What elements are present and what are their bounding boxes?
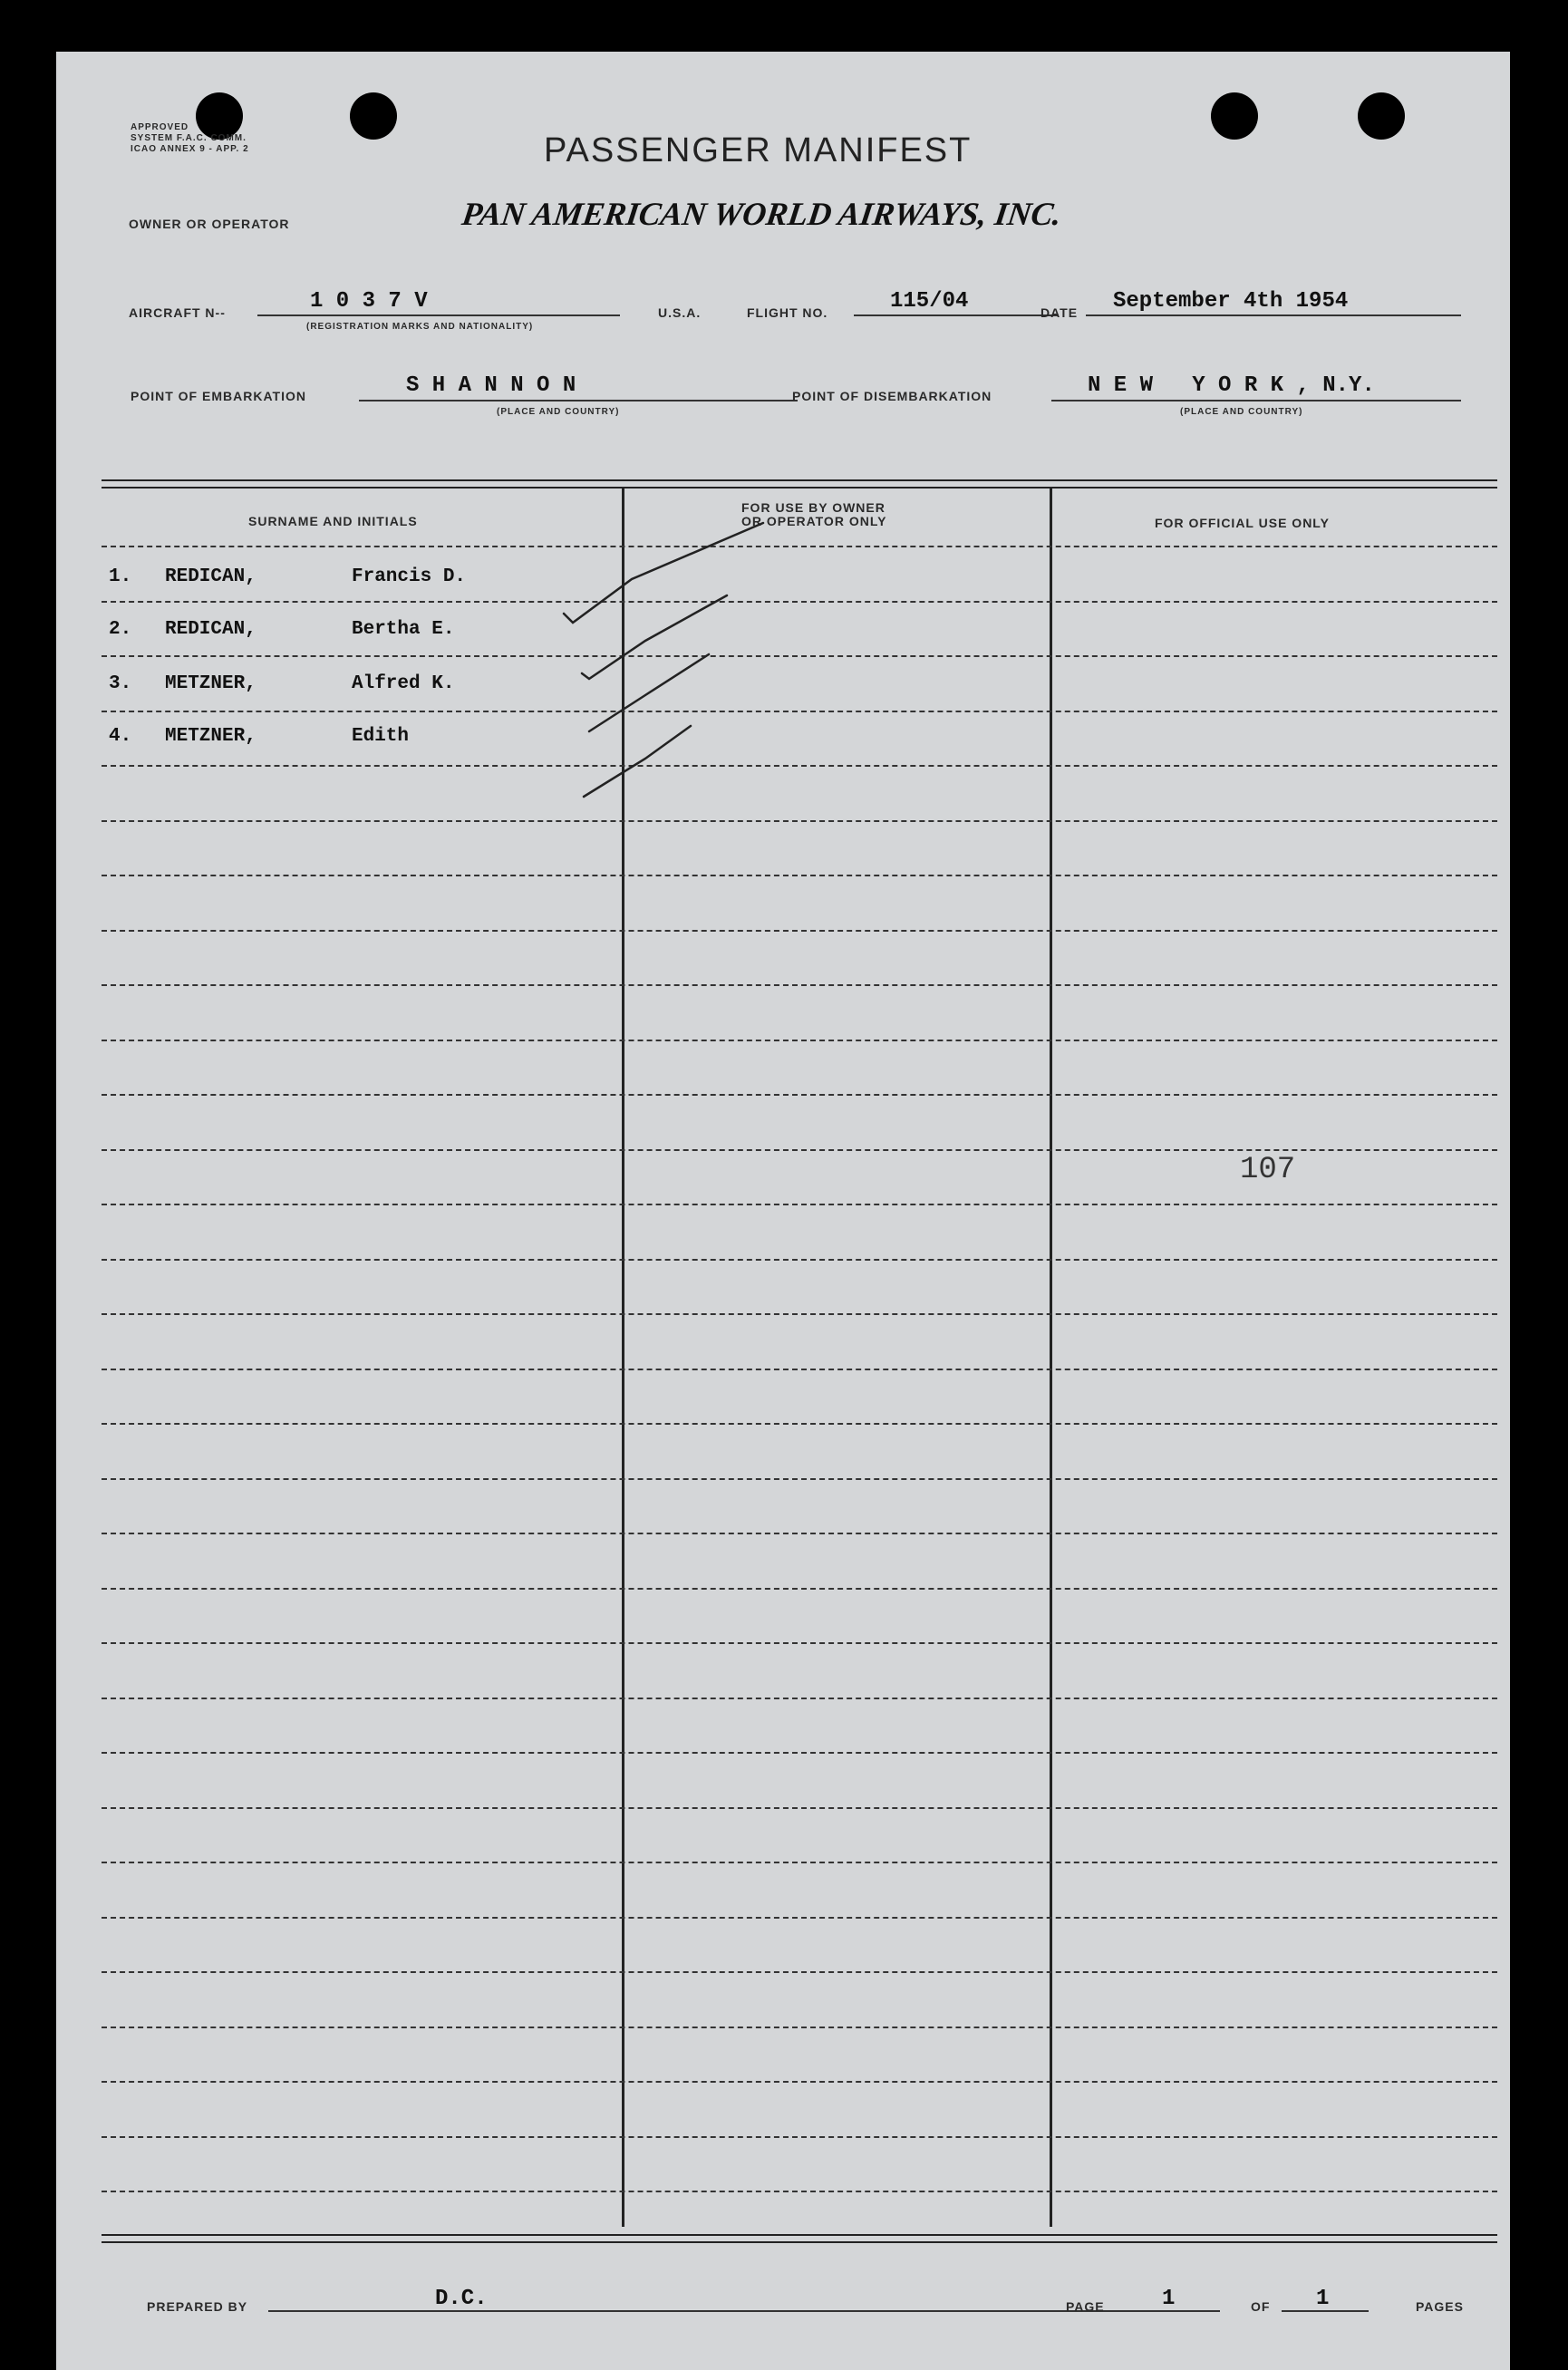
of-value: 1	[1316, 2287, 1330, 2311]
check-marks	[546, 505, 781, 813]
aircraft-value: 1 0 3 7 V	[310, 289, 428, 314]
row-rule	[102, 2027, 1497, 2028]
row-rule	[102, 1149, 1497, 1151]
embark-place-note: (PLACE AND COUNTRY)	[497, 407, 620, 417]
passenger-number: 4.	[109, 726, 132, 747]
usa-label: U.S.A.	[658, 305, 702, 320]
punch-hole	[1358, 92, 1405, 140]
page-label: PAGE	[1066, 2299, 1105, 2314]
punch-hole	[1211, 92, 1258, 140]
aircraft-underline	[257, 314, 620, 316]
prepared-value: D.C.	[435, 2287, 488, 2311]
of-label: OF	[1251, 2299, 1271, 2314]
row-rule	[102, 984, 1497, 986]
punch-hole	[350, 92, 397, 140]
embark-underline	[359, 400, 798, 401]
page-value: 1	[1162, 2287, 1176, 2311]
table-top-rule	[102, 479, 1497, 489]
row-rule	[102, 820, 1497, 822]
approval-line: APPROVED	[131, 122, 189, 132]
row-rule	[102, 1313, 1497, 1315]
flight-underline	[854, 314, 1059, 316]
disembark-underline	[1051, 400, 1461, 401]
col-surname-header: SURNAME AND INITIALS	[248, 514, 418, 528]
date-underline	[1086, 314, 1461, 316]
pages-label: PAGES	[1416, 2299, 1464, 2314]
passenger-surname: REDICAN,	[165, 566, 256, 587]
flight-value: 115/04	[890, 289, 969, 314]
passenger-initials: Alfred K.	[352, 673, 455, 694]
registration-note: (REGISTRATION MARKS AND NATIONALITY)	[306, 322, 534, 332]
col-owner-use-header: FOR USE BY OWNER OR OPERATOR ONLY	[741, 500, 887, 528]
passenger-number: 2.	[109, 619, 132, 640]
col-official-use-header: FOR OFFICIAL USE ONLY	[1155, 516, 1330, 530]
row-rule	[102, 1971, 1497, 1973]
date-value: September 4th 1954	[1113, 289, 1349, 314]
prepared-label: PREPARED BY	[147, 2299, 248, 2314]
aircraft-label: AIRCRAFT N--	[129, 305, 226, 320]
row-rule	[102, 655, 1497, 657]
table-bottom-rule	[102, 2234, 1497, 2243]
list-item	[109, 726, 410, 747]
row-rule	[102, 1259, 1497, 1261]
date-label: DATE	[1040, 305, 1079, 320]
row-rule	[102, 711, 1497, 712]
approval-line: SYSTEM F.A.C. COMM.	[131, 133, 247, 143]
embark-label: POINT OF EMBARKATION	[131, 389, 306, 403]
row-rule	[102, 875, 1497, 876]
row-rule	[102, 930, 1497, 932]
owner-name: PAN AMERICAN WORLD AIRWAYS, INC.	[460, 196, 1064, 232]
disembark-place-note: (PLACE AND COUNTRY)	[1180, 407, 1303, 417]
official-number: 107	[1240, 1153, 1296, 1187]
list-item	[109, 619, 455, 640]
row-rule	[102, 1642, 1497, 1644]
row-rule	[102, 1204, 1497, 1205]
row-rule	[102, 1917, 1497, 1919]
check-icon	[564, 523, 763, 623]
row-rule	[102, 1752, 1497, 1754]
disembark-value: N E W Y O R K , N.Y.	[1088, 373, 1375, 398]
row-rule	[102, 601, 1497, 603]
row-rule	[102, 1862, 1497, 1863]
row-rule	[102, 1698, 1497, 1699]
embark-value: S H A N N O N	[406, 373, 576, 398]
passenger-initials: Edith	[352, 726, 410, 747]
passenger-number: 1.	[109, 566, 132, 587]
list-item	[109, 566, 467, 587]
row-rule	[102, 2081, 1497, 2083]
row-rule	[102, 1588, 1497, 1590]
row-rule	[102, 1094, 1497, 1096]
row-rule	[102, 765, 1497, 767]
check-icon	[582, 595, 727, 679]
row-rule	[102, 1807, 1497, 1809]
approval-line: ICAO ANNEX 9 - APP. 2	[131, 144, 249, 154]
check-icon	[584, 726, 691, 797]
row-rule	[102, 2191, 1497, 2192]
row-rule	[102, 1369, 1497, 1370]
column-divider	[1050, 487, 1052, 2227]
approval-note	[131, 122, 249, 155]
row-rule	[102, 546, 1497, 547]
passenger-surname: METZNER,	[165, 673, 256, 694]
passenger-initials: Francis D.	[352, 566, 467, 587]
row-rule	[102, 1040, 1497, 1041]
prepared-underline	[268, 2310, 1115, 2312]
flight-label: FLIGHT NO.	[747, 305, 828, 320]
row-rule	[102, 1478, 1497, 1480]
passenger-surname: METZNER,	[165, 726, 256, 747]
passenger-number: 3.	[109, 673, 132, 694]
manifest-sheet	[56, 52, 1510, 2370]
list-item	[109, 673, 455, 694]
row-rule	[102, 2136, 1497, 2138]
passenger-initials: Bertha E.	[352, 619, 455, 640]
page-title: PASSENGER MANIFEST	[544, 131, 973, 169]
row-rule	[102, 1533, 1497, 1534]
owner-label: OWNER OR OPERATOR	[129, 217, 290, 231]
passenger-surname: REDICAN,	[165, 619, 256, 640]
disembark-label: POINT OF DISEMBARKATION	[792, 389, 992, 403]
row-rule	[102, 1423, 1497, 1425]
